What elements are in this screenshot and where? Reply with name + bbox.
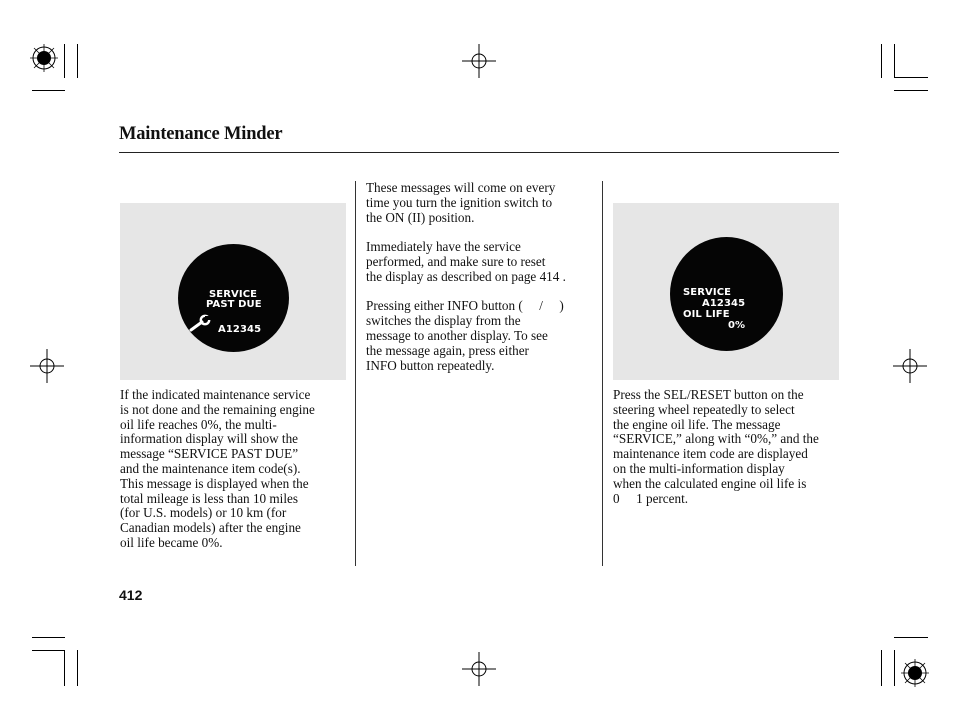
page-number: 412	[119, 587, 143, 603]
display-line-service: SERVICE	[209, 289, 258, 300]
text-line: INFO button repeatedly.	[366, 357, 495, 373]
text-line: the engine oil life. The message	[613, 416, 781, 432]
display-illustration-oil-life	[613, 203, 839, 380]
multi-info-display	[178, 244, 289, 352]
text-line: oil life reaches 0%, the multi-	[120, 416, 277, 432]
text-line: information display will show the	[120, 431, 299, 447]
middle-column-text	[366, 181, 602, 373]
registration-target-icon	[26, 40, 62, 76]
header-rule	[119, 152, 839, 153]
display-maintenance-code: A12345	[218, 324, 262, 335]
text-line: message “SERVICE PAST DUE”	[120, 446, 299, 462]
left-column-text	[120, 388, 355, 551]
column-divider	[355, 181, 356, 566]
text-line: 0 1 percent.	[613, 490, 689, 506]
column-divider	[602, 181, 603, 566]
text-line: when the calculated engine oil life is	[613, 475, 807, 491]
text-line: (for U.S. models) or 10 km (for	[120, 505, 287, 521]
text-line: total mileage is less than 10 miles	[120, 490, 298, 506]
right-column-text	[613, 388, 845, 506]
text-line: time you turn the ignition switch to	[366, 194, 553, 210]
display-illustration-service-past-due	[120, 203, 346, 380]
display-line-past-due: PAST DUE	[206, 299, 262, 310]
crosshair-icon	[893, 349, 927, 383]
crosshair-icon	[462, 652, 496, 686]
text-line: switches the display from the	[366, 313, 521, 329]
crosshair-icon	[462, 44, 496, 78]
text-line: on the multi-information display	[613, 460, 785, 476]
multi-info-display	[670, 237, 783, 351]
text-line: Canadian models) after the engine	[120, 520, 301, 536]
text-line: Pressing either INFO button ( / )	[366, 298, 564, 314]
page-reference-link[interactable]: the display as described on page 414 .	[366, 268, 566, 284]
display-line-oil-life: OIL LIFE	[683, 309, 730, 320]
text-line: and the maintenance item code(s).	[120, 460, 301, 476]
display-maintenance-code: A12345	[702, 298, 746, 309]
display-oil-percent: 0%	[728, 320, 746, 331]
text-line: Press the SEL/RESET button on the	[613, 387, 804, 402]
text-line: maintenance item code are displayed	[613, 446, 808, 462]
text-line: is not done and the remaining engine	[120, 401, 315, 417]
page-title: Maintenance Minder	[119, 124, 283, 144]
registration-target-icon	[897, 655, 933, 691]
text-line: steering wheel repeatedly to select	[613, 401, 795, 417]
text-line: the ON (II) position.	[366, 209, 475, 225]
text-line: message to another display. To see	[366, 327, 548, 343]
wrench-icon	[188, 314, 214, 334]
text-line: the message again, press either	[366, 342, 529, 358]
text-line: oil life became 0%.	[120, 534, 223, 550]
text-line: These messages will come on every	[366, 180, 556, 195]
text-line: performed, and make sure to reset	[366, 253, 546, 269]
text-line: If the indicated maintenance service	[120, 387, 311, 402]
display-line-service: SERVICE	[683, 287, 732, 298]
text-line: “SERVICE,” along with “0%,” and the	[613, 431, 819, 447]
text-line: Immediately have the service	[366, 239, 521, 255]
crosshair-icon	[30, 349, 64, 383]
text-line: This message is displayed when the	[120, 475, 309, 491]
